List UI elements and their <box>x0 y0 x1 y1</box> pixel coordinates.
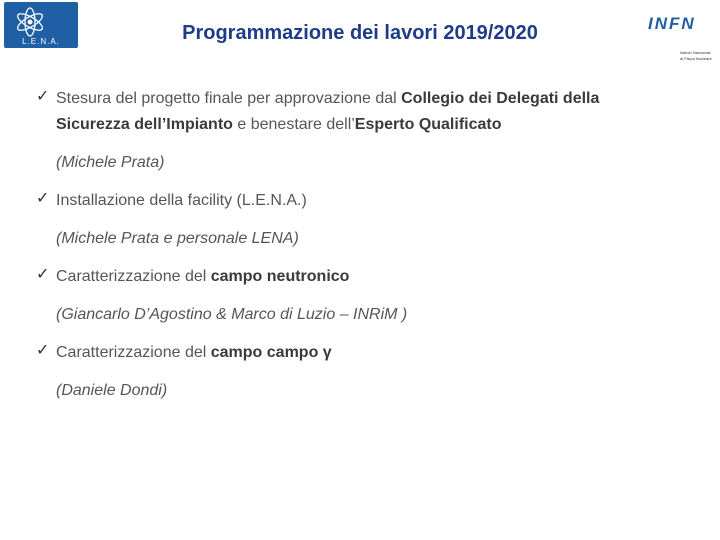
item-text: Caratterizzazione del campo campo γ <box>56 344 332 361</box>
check-icon: ✓ <box>36 266 50 283</box>
page-title: Programmazione dei lavori 2019/2020 <box>182 22 538 44</box>
item-text: Caratterizzazione del campo neutronico <box>56 268 350 285</box>
list-item <box>36 188 706 252</box>
check-icon: ✓ <box>36 342 50 359</box>
list-item <box>36 264 706 328</box>
check-icon: ✓ <box>36 190 50 207</box>
item-text: Installazione della facility (L.E.N.A.) <box>56 192 307 209</box>
lena-logo-caption: L.E.N.A. <box>22 37 60 46</box>
item-note: (Michele Prata e personale LENA) <box>56 230 299 247</box>
infn-logo-word: INFN <box>648 14 696 33</box>
infn-logo-line2: di Fisica Nucleare <box>680 56 712 61</box>
infn-logo-line1: Istituto Nazionale <box>680 50 711 55</box>
item-note: (Michele Prata) <box>56 154 165 171</box>
infn-logo <box>644 10 718 64</box>
list-item <box>36 340 706 404</box>
item-note: (Daniele Dondi) <box>56 382 168 399</box>
item-note: (Giancarlo D’Agostino & Marco di Luzio – INRiM ) <box>56 306 408 323</box>
check-icon: ✓ <box>36 88 50 105</box>
item-text: Stesura del progetto finale per approvazione dal Collegio dei Delegati della Sicurezza dell’Impianto e benestare dell’Esperto Qualificato <box>56 90 600 133</box>
slide-content <box>36 86 706 416</box>
list-item <box>36 86 706 176</box>
